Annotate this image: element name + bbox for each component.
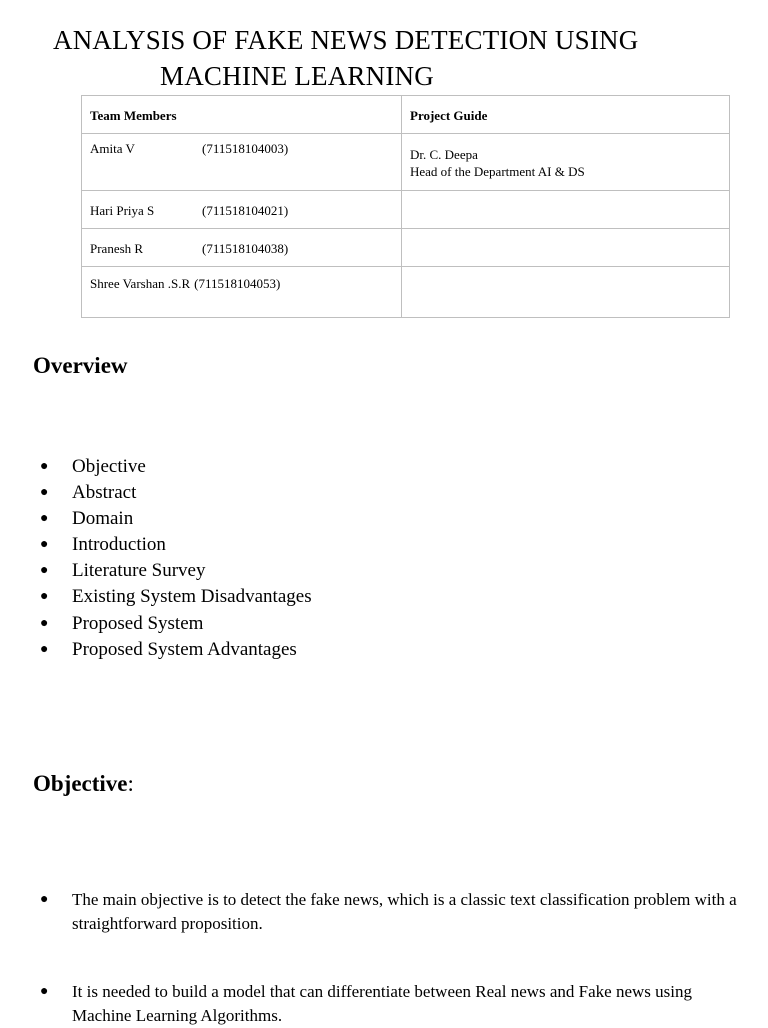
bullet-icon: ● <box>40 892 49 907</box>
member-cell <box>82 134 402 191</box>
table-header-row <box>82 96 730 134</box>
title-line-1: ANALYSIS OF FAKE NEWS DETECTION USING <box>53 25 639 55</box>
bullet-icon: ● <box>40 537 49 553</box>
overview-list <box>40 454 312 663</box>
table-row <box>82 229 730 267</box>
bullet-icon: ● <box>40 563 49 579</box>
empty-cell <box>402 191 730 229</box>
member-name: Pranesh R <box>90 241 144 256</box>
list-item <box>40 584 312 610</box>
bullet-icon: ● <box>40 485 49 501</box>
list-item-text: Existing System Disadvantages <box>72 586 312 608</box>
list-item-text: Proposed System <box>72 612 204 634</box>
team-table <box>81 95 730 318</box>
member-cell <box>82 191 402 229</box>
list-item-text: Abstract <box>72 482 137 504</box>
title-line-2: MACHINE LEARNING <box>160 61 434 91</box>
member-cell <box>82 267 402 318</box>
bullet-icon: ● <box>40 511 49 527</box>
guide-name: Dr. C. Deepa <box>410 147 478 162</box>
bullet-icon: ● <box>40 984 49 999</box>
list-item <box>40 888 740 936</box>
objective-heading <box>33 770 134 798</box>
bullet-icon: ● <box>40 615 49 631</box>
list-item <box>40 532 312 558</box>
table-row <box>82 134 730 191</box>
bullet-icon: ● <box>40 641 49 657</box>
list-item-text: Introduction <box>72 534 166 556</box>
list-item <box>40 558 312 584</box>
bullet-icon: ● <box>40 589 49 605</box>
member-cell <box>82 229 402 267</box>
list-item-text: Objective <box>72 456 146 477</box>
objective-heading-colon: : <box>127 771 134 796</box>
header-project-guide: Project Guide <box>402 96 730 134</box>
member-id: (711518104038) <box>202 241 289 256</box>
member-name: Amita V <box>90 141 135 156</box>
member-name: Hari Priya S <box>90 203 155 218</box>
table-row <box>82 267 730 318</box>
overview-heading: Overview <box>33 353 128 378</box>
guide-designation: Head of the Department AI & DS <box>410 164 585 179</box>
bullet-icon: ● <box>40 459 49 474</box>
list-item-text: Proposed System Advantages <box>72 638 297 660</box>
member-id: (711518104053) <box>194 276 281 291</box>
list-item <box>40 611 312 637</box>
list-item <box>40 506 312 532</box>
list-item-text: It is needed to build a model that can differentiate between Real news and Fake news using Machine Learning Algorithms. <box>72 982 692 1025</box>
list-item <box>40 980 740 1028</box>
empty-cell <box>402 267 730 318</box>
objective-heading-text: Objective <box>33 771 128 796</box>
objective-list <box>40 888 740 1028</box>
table-row <box>82 191 730 229</box>
guide-cell <box>402 134 730 191</box>
empty-cell <box>402 229 730 267</box>
document-title <box>0 22 768 94</box>
list-item <box>40 480 312 506</box>
member-id: (711518104021) <box>202 203 289 218</box>
member-id: (711518104003) <box>202 141 289 156</box>
list-item <box>40 637 312 663</box>
list-item-text: Domain <box>72 508 134 530</box>
list-item <box>40 454 312 480</box>
list-item-text: The main objective is to detect the fake news, which is a classic text classification problem with a straightforward proposition. <box>72 890 737 933</box>
list-item-text: Literature Survey <box>72 560 206 582</box>
header-team-members: Team Members <box>82 96 402 134</box>
member-name: Shree Varshan .S.R <box>90 276 191 291</box>
